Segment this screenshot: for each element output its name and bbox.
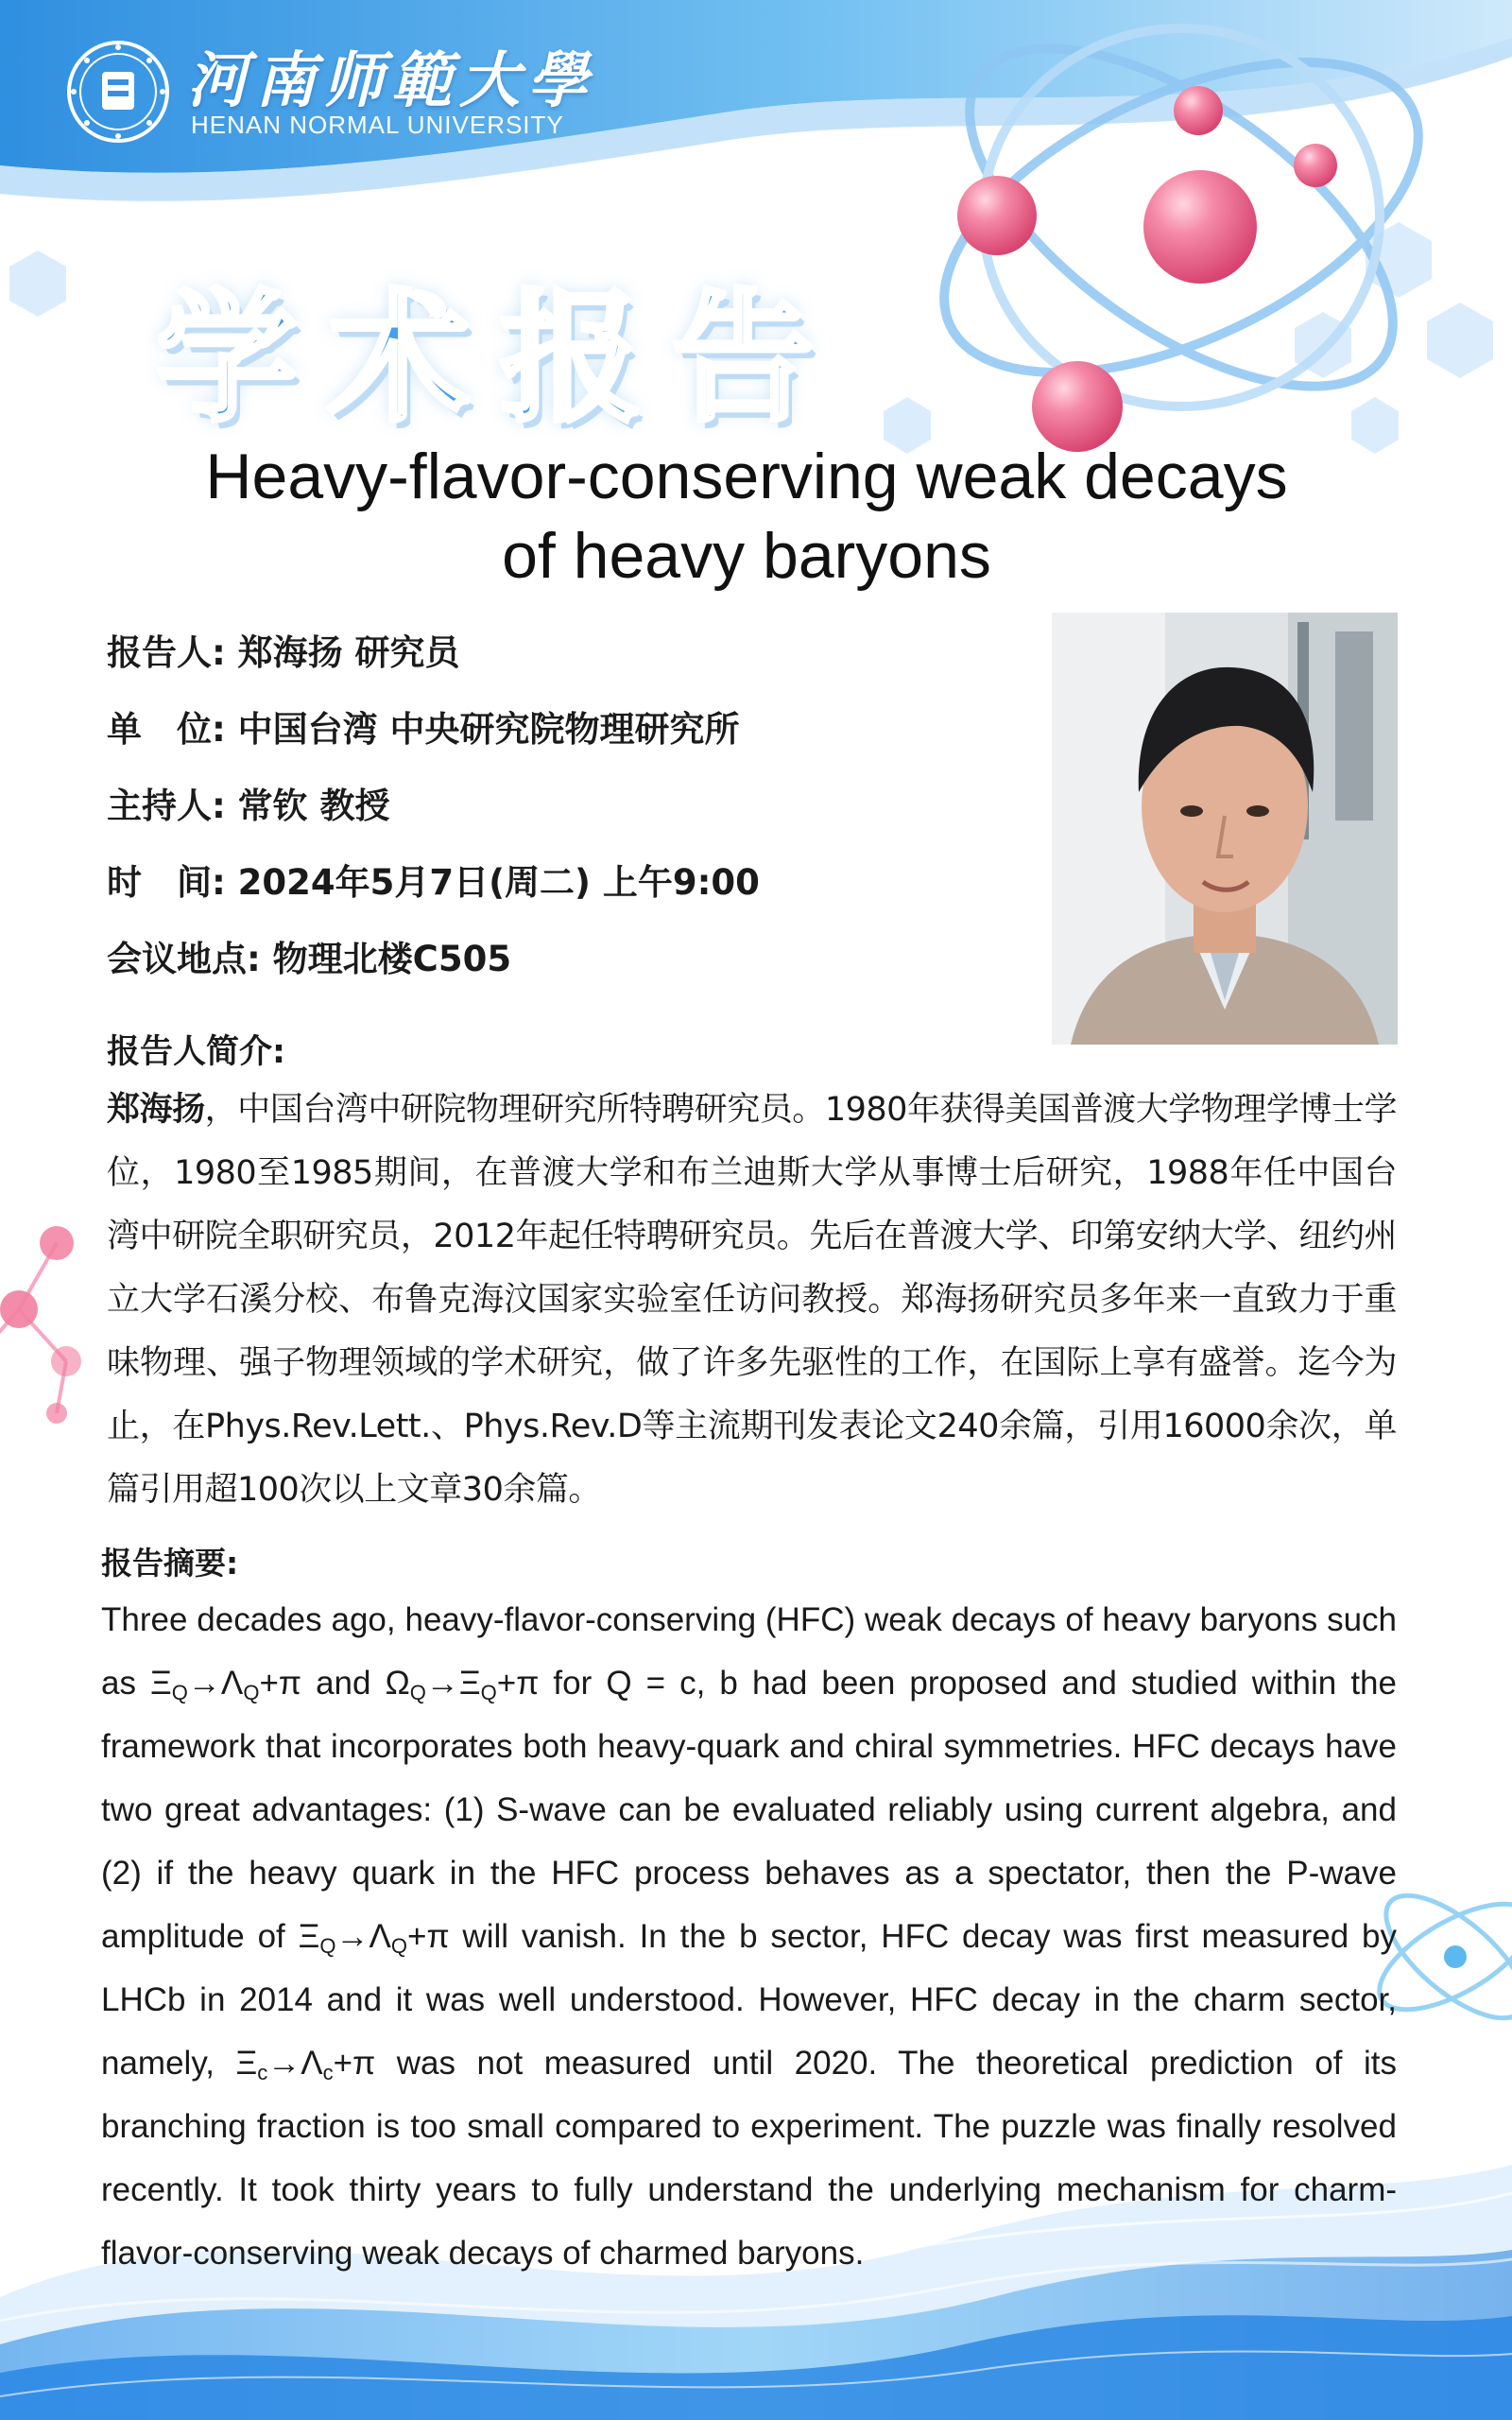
- decay-subscript: Q: [243, 1681, 260, 1704]
- nucleus-sphere: [1143, 170, 1257, 284]
- decay-symbol: +π: [407, 1918, 450, 1955]
- decay-symbol: Ξ: [298, 1918, 320, 1955]
- decay-symbol: +π: [333, 2045, 376, 2082]
- speaker-row: 报告人: 郑海扬 研究员: [107, 632, 460, 673]
- decay-symbol: +π and: [259, 1665, 386, 1702]
- abstract-paragraph: [101, 1588, 1397, 2285]
- university-name-cn: 河南师範大學: [187, 45, 595, 116]
- abstract-text: Three decades ago, heavy-flavor-conserving (HFC) weak decays of heavy baryons such as: [101, 1601, 1397, 1702]
- decay-subscript: Q: [390, 1934, 407, 1958]
- event-banner-title: 学术报告: [156, 277, 845, 441]
- decay-symbol: Ξ: [235, 2045, 258, 2082]
- electron-sphere: [1294, 144, 1337, 187]
- electron-sphere: [1174, 86, 1223, 135]
- event-info: [107, 624, 1033, 1007]
- decay-subscript: c: [257, 2061, 268, 2084]
- host-row: 主持人: 常钦 教授: [107, 786, 390, 826]
- affiliation-row: 单 位: 中国台湾 中央研究院物理研究所: [107, 709, 740, 750]
- talk-title-line-1: Heavy-flavor-conserving weak decays: [205, 441, 1288, 512]
- bio-paragraph: [107, 1079, 1397, 1522]
- time-row: 时 间: 2024年5月7日(周二) 上午9:00: [107, 862, 760, 903]
- bio-text: ，中国台湾中研院物理研究所特聘研究员。1980年获得美国普渡大学物理学博士学位，1980至1985期间，在普渡大学和布兰迪斯大学从事博士后研究，1988年任中国台湾中研院全职研究员，2012年起任特聘研究员。先后在普渡大学、印第安纳大学、纽约州立大学石溪分校、布鲁克海汶国家实验室任访问教授。郑海扬研究员多年来一直致力于重味物理、强子物理领域的学术研究，做了许多先驱性的工作，在国际上享有盛誉。迄今为止，在Phys.Rev.Lett.、Phys.Rev.D等主流期刊发表论文240余篇，引用16000余次，单篇引用超100次以上文章30余篇。: [107, 1091, 1397, 1509]
- decay-symbol: →Λ: [267, 2045, 323, 2082]
- decay-subscript: Q: [480, 1681, 497, 1704]
- decay-symbol: →Λ: [187, 1665, 244, 1702]
- electron-sphere: [957, 176, 1037, 255]
- decay-symbol: Ξ: [150, 1665, 172, 1702]
- decay-subscript: Q: [319, 1934, 336, 1958]
- decay-subscript: Q: [171, 1681, 188, 1704]
- talk-title-line-2: of heavy baryons: [502, 520, 991, 592]
- speaker-photo: [1052, 613, 1398, 1045]
- talk-title: [0, 437, 1493, 596]
- abstract-text: will vanish. In the b sector, HFC decay was first measured by LHCb in 2014 and it was well understood. However, HFC decay in the charm sector, namely,: [101, 1918, 1397, 2082]
- decay-subscript: Q: [409, 1681, 426, 1704]
- university-seal-logo: [66, 40, 170, 144]
- abstract-heading: 报告摘要:: [101, 1545, 239, 1582]
- decay-symbol: Ω: [385, 1665, 410, 1702]
- university-name-en: HENAN NORMAL UNIVERSITY: [191, 111, 564, 139]
- bio-heading: 报告人简介:: [107, 1033, 285, 1071]
- abstract-text: for Q = c, b had been proposed and studied within the framework that incorporates both heavy-quark and chiral symmetries. HFC decays have two great advantages: (1) S-wave can be evaluated reliably using current algebra, and (2) if the heavy quark in the HFC process behaves as a spectator, then the P-wave amplitude of: [101, 1665, 1397, 1955]
- decay-symbol: →Ξ: [425, 1665, 481, 1702]
- decay-symbol: +π: [496, 1665, 540, 1702]
- venue-row: 会议地点: 物理北楼C505: [107, 939, 512, 979]
- decay-symbol: →Λ: [335, 1918, 391, 1955]
- molecule-decoration: [0, 1243, 66, 1413]
- abstract-text: was not measured until 2020. The theoretical prediction of its branching fraction is too small compared to experiment. The puzzle was finally resolved recently. It took thirty years to fully understand the underlying mechanism for charm-flavor-conserving weak decays of charmed baryons.: [101, 2045, 1397, 2272]
- bio-speaker-name: 郑海扬: [107, 1091, 205, 1129]
- decay-subscript: c: [322, 2061, 334, 2084]
